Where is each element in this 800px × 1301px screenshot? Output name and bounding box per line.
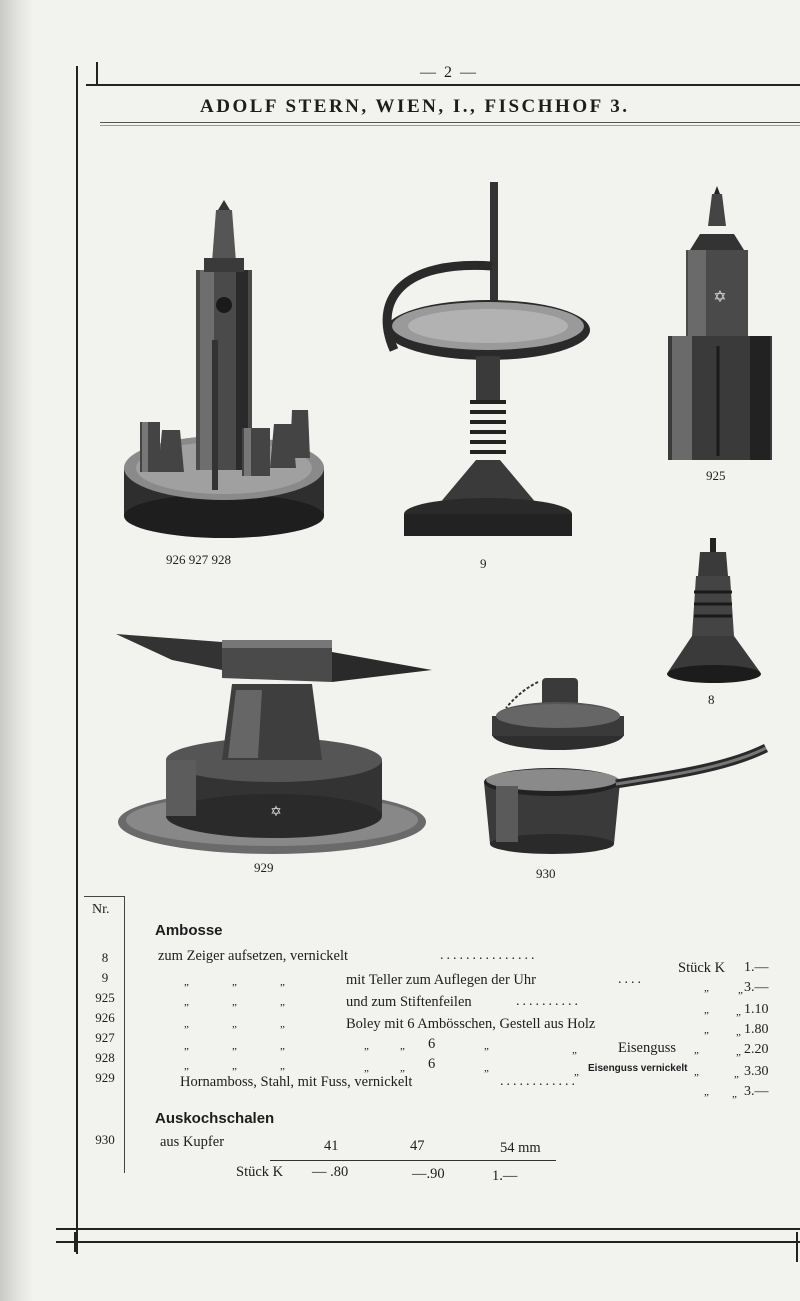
price-925: 1.10 [744, 1002, 769, 1017]
bottom-rule [56, 1228, 800, 1230]
frame-left-rule [76, 66, 78, 1254]
section-ambosse-title: Ambosse [155, 922, 223, 939]
ditto-mark: „ [184, 996, 189, 1008]
tray-stand-illustration [372, 180, 596, 550]
ditto-mark: „ [280, 1060, 285, 1072]
ditto-mark: „ [280, 1040, 285, 1052]
price-926: 1.80 [744, 1022, 769, 1037]
row-text-8: zum Zeiger aufsetzen, vernickelt [158, 948, 349, 964]
top-tick [96, 62, 98, 84]
leader-dots: .... [618, 972, 644, 987]
ditto-mark: „ [484, 1040, 489, 1052]
horn-anvil-illustration [112, 630, 434, 858]
bottom-tick [74, 1232, 76, 1252]
row-nr-926: 926 [95, 1010, 115, 1025]
caption-925: 925 [706, 468, 726, 483]
page-number: — 2 — [420, 64, 478, 81]
svg-text:✡: ✡ [270, 804, 282, 820]
leader-dots: ............ [500, 1074, 578, 1089]
row-text-926: Boley mit 6 Ambösschen, Gestell aus Holz [346, 1016, 596, 1032]
row-nr-929: 929 [95, 1070, 115, 1085]
row-nr-9: 9 [101, 970, 109, 985]
caption-929: 929 [254, 860, 274, 875]
price-927: 2.20 [744, 1042, 769, 1057]
ditto-mark: „ [232, 1018, 237, 1030]
ditto-mark: „ [232, 1060, 237, 1072]
ditto-mark: „ [232, 976, 237, 988]
section-auskoch-title: Auskochschalen [155, 1110, 275, 1127]
ditto-mark: „ [280, 976, 285, 988]
row-qty-928: 6 [428, 1056, 436, 1072]
ditto-mark: „ [184, 976, 189, 988]
row-nr-927: 927 [95, 1030, 115, 1045]
price-8: 1.— [744, 960, 769, 975]
copper-pan-illustration [476, 672, 776, 862]
ditto-mark: „ [400, 1062, 405, 1074]
page-header: ADOLF STERN, WIEN, I., FISCHHOF 3. [200, 96, 630, 117]
svg-text:✡: ✡ [713, 287, 727, 306]
price-930-54: 1.— [492, 1168, 518, 1184]
price-label-930: Stück K [236, 1164, 284, 1180]
size-41: 41 [324, 1138, 339, 1154]
row-nr-8: 8 [101, 950, 109, 965]
price-930-47: —.90 [412, 1166, 445, 1182]
ditto-mark: „ [736, 1006, 741, 1018]
bottom-rule-2 [56, 1241, 800, 1243]
row-text-9: mit Teller zum Auflegen der Uhr [346, 972, 536, 988]
ditto-mark: „ [732, 1088, 737, 1100]
bell-anvil-illustration [664, 536, 764, 688]
ditto-mark: „ [364, 1062, 369, 1074]
nr-column-header: Nr. [92, 902, 110, 917]
ditto-mark: „ [232, 996, 237, 1008]
hex-anvil-illustration [664, 186, 788, 462]
ditto-mark: „ [574, 1066, 579, 1078]
row-text-925: und zum Stiftenfeilen [346, 994, 472, 1010]
top-rule [86, 84, 800, 86]
size-54: 54 mm [500, 1140, 541, 1156]
size-47: 47 [410, 1138, 425, 1154]
ditto-mark: „ [734, 1068, 739, 1080]
price-928: 3.30 [744, 1064, 769, 1079]
size-rule [270, 1160, 556, 1161]
ditto-mark: „ [364, 1040, 369, 1052]
row-qty-927: 6 [428, 1036, 436, 1052]
ditto-mark: „ [184, 1040, 189, 1052]
ditto-mark: „ [738, 984, 743, 996]
price-929: 3.— [744, 1084, 769, 1099]
row-nr-925: 925 [95, 990, 115, 1005]
ditto-mark: „ [572, 1044, 577, 1056]
row-material-928: Eisenguss vernickelt [588, 1063, 688, 1074]
ditto-mark: „ [704, 1024, 709, 1036]
ditto-mark: „ [280, 996, 285, 1008]
price-9: 3.— [744, 980, 769, 995]
row-material-927: Eisenguss [618, 1040, 676, 1056]
ditto-mark: „ [694, 1066, 699, 1078]
ditto-mark: „ [736, 1026, 741, 1038]
caption-9: 9 [480, 556, 487, 571]
ditto-mark: „ [400, 1040, 405, 1052]
leader-dots: .......... [516, 994, 581, 1009]
ditto-mark: „ [704, 1004, 709, 1016]
caption-930: 930 [536, 866, 556, 881]
ditto-mark: „ [484, 1062, 489, 1074]
row-nr-930: 930 [95, 1132, 115, 1147]
ditto-mark: „ [280, 1018, 285, 1030]
bottom-tick-right [796, 1232, 798, 1262]
leader-dots: ............... [440, 948, 538, 963]
caption-8: 8 [708, 692, 715, 707]
book-page-edge [0, 0, 32, 1301]
row-material-930: aus Kupfer [160, 1134, 225, 1150]
unit-label: Stück K [678, 960, 726, 976]
ditto-mark: „ [704, 982, 709, 994]
ditto-mark: „ [736, 1046, 741, 1058]
ditto-mark: „ [184, 1018, 189, 1030]
ditto-mark: „ [694, 1044, 699, 1056]
anvil-block-illustration [118, 200, 330, 545]
row-nr-928: 928 [95, 1050, 115, 1065]
header-rule-thin [100, 125, 800, 126]
price-930-41: — .80 [312, 1164, 349, 1180]
caption-926-928: 926 927 928 [166, 552, 231, 567]
row-text-929: Hornamboss, Stahl, mit Fuss, vernickelt [180, 1074, 413, 1090]
header-rule [100, 122, 800, 123]
ditto-mark: „ [232, 1040, 237, 1052]
ditto-mark: „ [704, 1086, 709, 1098]
ditto-mark: „ [184, 1060, 189, 1072]
